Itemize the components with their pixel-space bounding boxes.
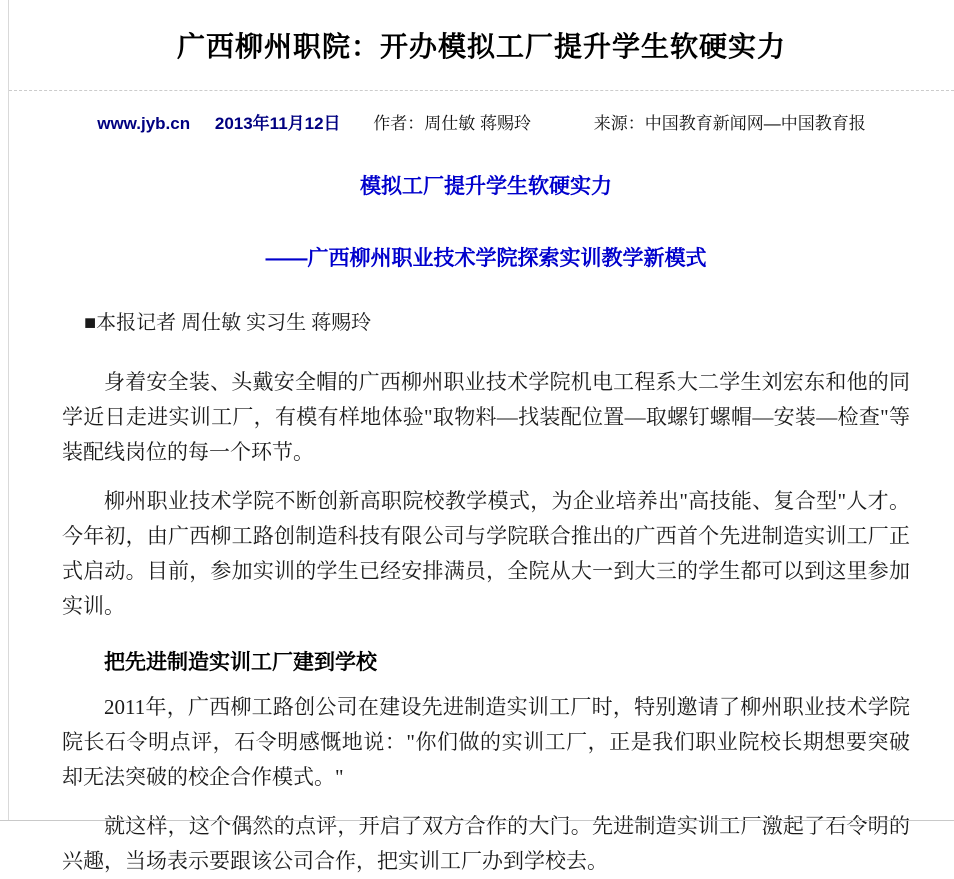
- paragraph-2: 柳州职业技术学院不断创新高职院校教学模式，为企业培养出"高技能、复合型"人才。今年初，由广西柳工路创制造科技有限公司与学院联合推出的广西首个先进制造实训工厂正式启动。目前，参加实训的学生已经安排满员，全院从大一到大三的学生都可以到这里参加实训。: [62, 489, 910, 618]
- meta-bar: [9, 109, 954, 134]
- byline: ■本报记者 周仕敏 实习生 蒋赐玲: [84, 312, 372, 334]
- bottom-frame-line: [0, 820, 954, 821]
- publish-date: 2013年11月12日: [214, 114, 341, 133]
- sub-subtitle: ——广西柳州职业技术学院探索实训教学新模式: [265, 247, 707, 270]
- article-body: [9, 170, 954, 879]
- site-url: www.jyb.cn: [97, 114, 191, 133]
- article: [9, 0, 954, 879]
- article-header: [9, 0, 954, 91]
- author-text: 作者：周仕敏 蒋赐玲: [373, 114, 532, 133]
- page-title: 广西柳州职院：开办模拟工厂提升学生软硬实力: [176, 31, 786, 62]
- paragraph-3: 2011年，广西柳工路创公司在建设先进制造实训工厂时，特别邀请了柳州职业技术学院院长石令明点评，石令明感慨地说："你们做的实训工厂，正是我们职业院校长期想要突破却无法突破的校企合作模式。": [62, 695, 910, 789]
- section-heading: 把先进制造实训工厂建到学校: [104, 651, 377, 674]
- source-text: 来源：中国教育新闻网—中国教育报: [593, 114, 866, 133]
- left-frame-line: [8, 0, 9, 820]
- paragraph-1: 身着安全装、头戴安全帽的广西柳州职业技术学院机电工程系大二学生刘宏东和他的同学近日走进实训工厂，有模有样地体验"取物料—找装配位置—取螺钉螺帽—安装—检查"等装配线岗位的每一个环节。: [62, 370, 910, 464]
- paragraph-4: 就这样，这个偶然的点评，开启了双方合作的大门。先进制造实训工厂激起了石令明的兴趣，当场表示要跟该公司合作，把实训工厂办到学校去。: [62, 814, 910, 873]
- subtitle: 模拟工厂提升学生软硬实力: [360, 175, 612, 198]
